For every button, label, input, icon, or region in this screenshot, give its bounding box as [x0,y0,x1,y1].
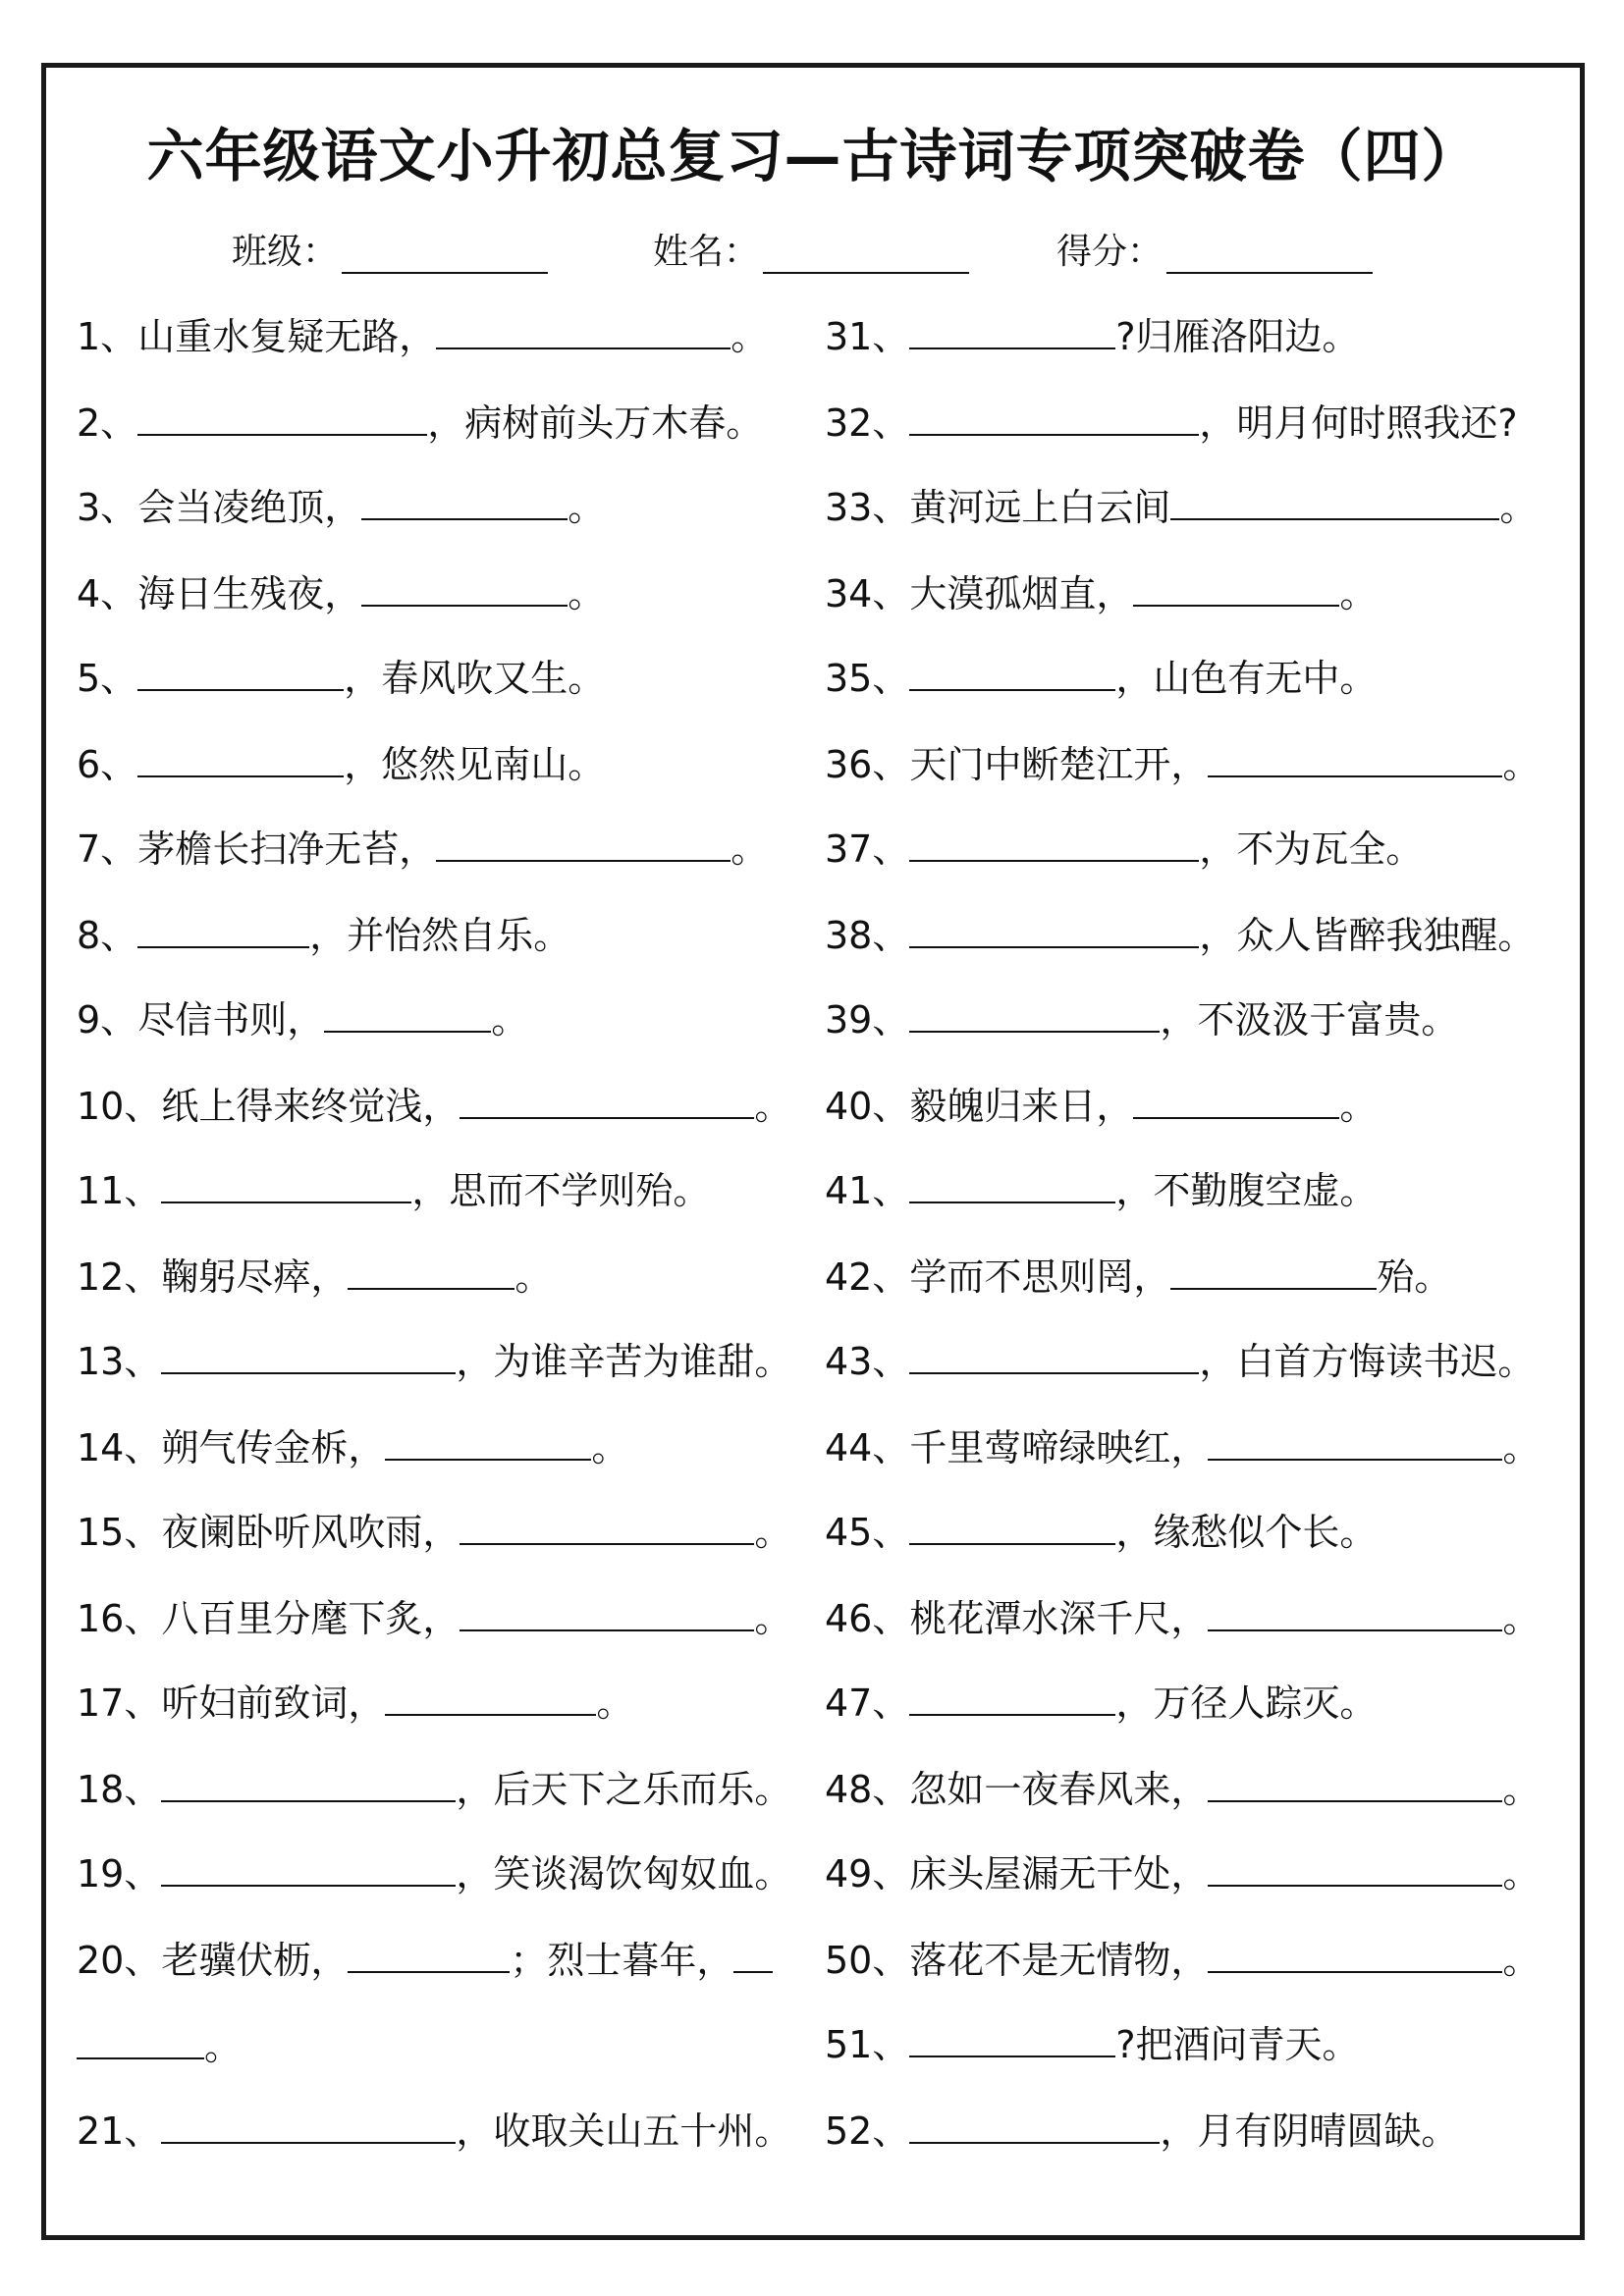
question-item [825,1934,1540,1981]
answer-blank[interactable] [137,652,344,691]
question-text-after: ，病树前头万木春。 [427,401,764,445]
question-number: 9、 [77,998,138,1041]
name-label: 姓名： [653,232,760,272]
question-number: 52、 [825,2109,910,2153]
question-item [77,1934,773,1981]
question-text-before: 夜阑卧听风吹雨， [161,1511,460,1554]
question-text-after: 。 [568,572,606,615]
answer-blank[interactable] [161,1335,456,1374]
answer-blank[interactable] [909,993,1160,1033]
question-text-after: ，并怡然自乐。 [309,914,571,957]
question-number: 37、 [825,828,910,871]
question-text-after: ，月有阴晴圆缺。 [1160,2109,1459,2153]
question-number: 34、 [825,572,910,615]
question-item [77,1335,791,1382]
question-number: 38、 [825,914,910,957]
question-text-before: 纸上得来终觉浅， [161,1085,460,1128]
answer-blank[interactable] [348,1251,514,1290]
answer-blank[interactable] [161,2105,456,2144]
question-text-after: ，众人皆醉我独醒。 [1199,914,1536,957]
question-text-after: 。 [731,315,769,358]
question-number: 2、 [77,401,138,445]
question-number: 42、 [825,1255,910,1299]
question-text-after: 。 [568,486,606,529]
question-number: 35、 [825,657,910,700]
question-number: 17、 [77,1682,162,1725]
answer-blank[interactable] [460,1506,754,1545]
question-text-before: 朔气传金柝， [161,1426,386,1469]
question-text-after: 。 [1502,1852,1541,1896]
question-text-after: 。 [1502,1768,1541,1811]
question-item [825,1592,1540,1639]
answer-blank[interactable] [324,993,491,1033]
question-text-after: ，收取关山五十州。 [456,2109,792,2153]
question-text-before: 毅魄归来日， [909,1085,1134,1128]
name-blank[interactable] [763,233,969,274]
question-item [825,567,1377,614]
question-item [825,1251,1451,1298]
answer-blank[interactable] [909,652,1115,691]
question-number: 44、 [825,1426,910,1469]
class-label: 班级： [232,232,339,272]
question-item [825,1421,1540,1468]
question-text-before: 落花不是无情物， [909,1939,1209,1982]
question-number: 1、 [77,315,138,358]
question-item [825,310,1360,357]
answer-blank[interactable] [1170,1251,1377,1290]
question-text-after: 。 [591,1426,629,1469]
answer-blank[interactable] [436,823,731,862]
question-item [825,993,1458,1041]
score-blank[interactable] [1166,233,1373,274]
question-text-after: ，后天下之乐而乐。 [456,1768,792,1811]
question-number: 40、 [825,1085,910,1128]
question-item-continuation [77,2020,242,2067]
question-text-after: ，为谁辛苦为谁甜。 [456,1340,792,1383]
answer-blank[interactable] [1170,481,1499,520]
question-item [825,738,1540,785]
answer-blank[interactable] [161,1847,456,1887]
question-text-after: ；烈士暮年， [510,1939,734,1982]
answer-blank[interactable] [436,310,731,349]
answer-blank[interactable] [909,1164,1115,1203]
answer-blank[interactable] [909,1335,1199,1374]
question-number: 18、 [77,1768,162,1811]
answer-blank[interactable] [361,567,568,607]
question-item [77,823,768,870]
question-number: 16、 [77,1597,162,1640]
answer-blank[interactable] [1208,1421,1502,1461]
answer-blank[interactable] [909,1506,1115,1545]
answer-blank[interactable] [1208,1592,1502,1631]
answer-blank[interactable] [361,481,568,520]
question-item [825,2018,1360,2065]
question-text-after: 。 [596,1682,634,1725]
question-item [77,652,605,699]
question-item [77,1763,791,1810]
question-item [825,397,1518,444]
question-item [825,823,1423,870]
question-item [77,1506,791,1553]
question-text-after: ，明月何时照我还? [1199,401,1518,445]
question-number: 11、 [77,1169,162,1212]
question-number: 12、 [77,1255,162,1299]
question-text-after: ?归雁洛阳边。 [1115,315,1360,358]
answer-blank[interactable] [733,1934,773,1973]
answer-blank[interactable] [137,738,344,777]
answer-blank[interactable] [137,909,309,948]
question-text-before: 桃花潭水深千尺， [909,1597,1209,1640]
question-number: 46、 [825,1597,910,1640]
question-number: 33、 [825,486,910,529]
question-item [77,1421,628,1468]
question-number: 45、 [825,1511,910,1554]
question-number: 4、 [77,572,138,615]
question-number: 32、 [825,401,910,445]
question-text-after: 。 [514,1255,553,1299]
answer-blank[interactable] [909,2018,1115,2057]
question-text-after: ，山色有无中。 [1115,657,1378,700]
answer-blank[interactable] [909,909,1199,948]
question-number: 50、 [825,1939,910,1982]
answer-blank[interactable] [1208,1847,1502,1887]
question-item [77,481,605,528]
question-text-before: 尽信书则， [137,998,325,1041]
answer-blank[interactable] [909,823,1199,862]
question-number: 13、 [77,1340,162,1383]
question-text-after: ，万径人踪灭。 [1115,1682,1378,1725]
question-text-before: 黄河远上白云间 [909,486,1171,529]
question-number: 43、 [825,1340,910,1383]
name-field [653,224,969,274]
question-number: 6、 [77,743,138,786]
question-item [825,2105,1458,2152]
question-number: 48、 [825,1768,910,1811]
answer-blank[interactable] [1133,1080,1339,1119]
answer-blank[interactable] [385,1421,591,1461]
question-item [77,1164,710,1211]
question-text-end: 。 [204,2025,243,2068]
question-number: 19、 [77,1852,162,1896]
question-number: 15、 [77,1511,162,1554]
question-text-before: 忽如一夜春风来， [909,1768,1209,1811]
page-border [41,63,1585,2240]
question-number: 3、 [77,486,138,529]
question-item [825,1080,1377,1127]
question-text-after: ，思而不学则殆。 [411,1169,711,1212]
question-text-after: ，春风吹又生。 [344,657,606,700]
question-text-before: 听妇前致词， [161,1682,386,1725]
question-text-after: 。 [754,1597,792,1640]
question-text-after: 。 [1502,1426,1541,1469]
question-text-before: 老骥伏枥， [161,1939,349,1982]
question-number: 14、 [77,1426,162,1469]
question-text-before: 床头屋漏无干处， [909,1852,1209,1896]
answer-blank[interactable] [161,1763,456,1802]
answer-blank[interactable] [909,2105,1160,2144]
question-text-before: 鞠躬尽瘁， [161,1255,349,1299]
question-number: 5、 [77,657,138,700]
question-item [77,1251,552,1298]
answer-blank[interactable] [348,1934,510,1973]
answer-blank[interactable] [909,397,1199,436]
question-text-after: 。 [1499,486,1538,529]
question-text-after: 。 [731,828,769,871]
question-item [77,397,763,444]
question-text-before: 大漠孤烟直， [909,572,1134,615]
question-item [77,2105,791,2152]
class-blank[interactable] [342,233,548,274]
question-text-before: 八百里分麾下炙， [161,1597,460,1640]
answer-blank[interactable] [460,1080,754,1119]
answer-blank[interactable] [385,1677,596,1716]
class-field [232,224,548,274]
question-item [825,909,1535,956]
question-text-before: 海日生残夜， [137,572,362,615]
question-number: 31、 [825,315,910,358]
question-item [825,1335,1535,1382]
question-item [825,1763,1540,1810]
question-number: 36、 [825,743,910,786]
score-label: 得分： [1056,232,1164,272]
question-text-after: 殆。 [1377,1255,1452,1299]
question-text-after: 。 [1502,1597,1541,1640]
question-number: 7、 [77,828,138,871]
answer-blank[interactable] [137,397,427,436]
question-item [77,1677,633,1724]
question-text-after: 。 [491,998,529,1041]
question-text-after: ，白首方悔读书迟。 [1199,1340,1536,1383]
question-text-after: 。 [754,1511,792,1554]
question-item [77,567,605,614]
question-item [77,1592,791,1639]
question-text-after: ?把酒问青天。 [1115,2023,1360,2066]
question-text-before: 学而不思则罔， [909,1255,1171,1299]
question-item [77,993,528,1041]
question-text-after: ，不为瓦全。 [1199,828,1424,871]
page-title: 六年级语文小升初总复习—古诗词专项突破卷（四） [146,123,1480,189]
question-text-before: 茅檐长扫净无苔， [137,828,437,871]
question-item [825,652,1377,699]
question-number: 21、 [77,2109,162,2153]
question-number: 8、 [77,914,138,957]
question-item [825,481,1537,528]
question-text-after: ，笑谈渴饮匈奴血。 [456,1852,792,1896]
question-number: 10、 [77,1085,162,1128]
question-number: 49、 [825,1852,910,1896]
answer-blank[interactable] [1208,1763,1502,1802]
question-text-before: 天门中断楚江开， [909,743,1209,786]
question-number: 39、 [825,998,910,1041]
score-field [1056,224,1373,274]
question-item [825,1677,1377,1724]
question-text-after: 。 [1339,1085,1378,1128]
question-item [77,909,570,956]
question-number: 51、 [825,2023,910,2066]
answer-blank[interactable] [909,1677,1115,1716]
answer-blank[interactable] [1133,567,1339,607]
answer-blank[interactable] [77,2020,204,2059]
question-text-before: 会当凌绝顶， [137,486,362,529]
question-item [825,1164,1377,1211]
answer-blank[interactable] [460,1592,754,1631]
question-item [77,310,768,357]
question-number: 20、 [77,1939,162,1982]
question-text-before: 千里莺啼绿映红， [909,1426,1209,1469]
question-text-before: 山重水复疑无路， [137,315,437,358]
question-item [77,1080,791,1127]
question-text-after: ，悠然见南山。 [344,743,606,786]
answer-blank[interactable] [909,310,1115,349]
question-item [77,1847,791,1895]
question-number: 47、 [825,1682,910,1725]
answer-blank[interactable] [1208,738,1502,777]
question-text-after: 。 [754,1085,792,1128]
answer-blank[interactable] [1208,1934,1502,1973]
question-text-after: ，不勤腹空虚。 [1115,1169,1378,1212]
question-item [77,738,605,785]
question-text-after: ，不汲汲于富贵。 [1160,998,1459,1041]
question-text-after: ，缘愁似个长。 [1115,1511,1378,1554]
question-item [825,1506,1377,1553]
question-text-after: 。 [1339,572,1378,615]
question-number: 41、 [825,1169,910,1212]
question-text-after: 。 [1502,1939,1541,1982]
answer-blank[interactable] [161,1164,411,1203]
question-item [825,1847,1540,1895]
question-text-after: 。 [1502,743,1541,786]
